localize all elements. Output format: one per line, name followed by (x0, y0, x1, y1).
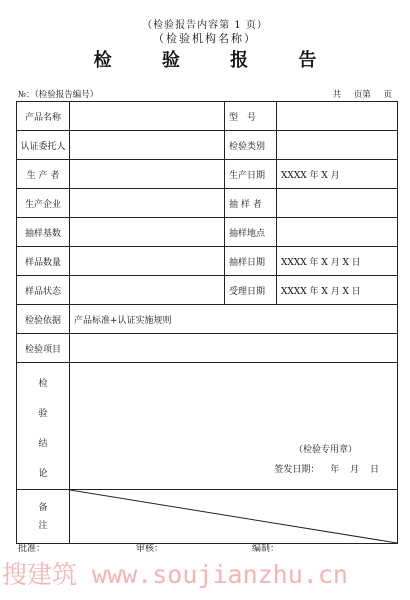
label-manufacturer: 生 产 者 (17, 160, 70, 189)
value-model (277, 102, 398, 131)
value-sampling-date: XXXX 年 X 月 X 日 (277, 247, 398, 276)
report-table (16, 101, 398, 544)
value-client (70, 131, 225, 160)
value-inspection-type (277, 131, 398, 160)
value-factory (70, 189, 225, 218)
conclusion-char: 验 (38, 409, 48, 419)
label-sampling-site: 抽样地点 (225, 218, 277, 247)
conclusion-char: 检 (38, 379, 48, 389)
label-sample-base: 抽样基数 (17, 218, 70, 247)
value-items (70, 334, 398, 363)
value-remarks (70, 490, 398, 544)
remarks-char: 备 (38, 502, 48, 513)
issue-date: 签发日期： 年 月 日 (274, 465, 379, 475)
table-row (17, 102, 398, 131)
conclusion-char: 论 (38, 469, 48, 479)
label-inspection-type: 检验类别 (225, 131, 277, 160)
value-sampler (277, 189, 398, 218)
table-row (17, 305, 398, 334)
value-manufacturer (70, 160, 225, 189)
label-sampler: 抽 样 者 (225, 189, 277, 218)
watermark: 搜建筑 www.soujianzhu.cn (2, 560, 348, 589)
remarks-row (17, 490, 398, 544)
label-items: 检验项目 (17, 334, 70, 363)
label-production-date: 生产日期 (225, 160, 277, 189)
conclusion-row (17, 363, 398, 490)
footer-review: 审核： (136, 544, 164, 554)
table-row (17, 276, 398, 305)
table-row (17, 131, 398, 160)
report-number: №：（检验报告编号） (18, 90, 99, 100)
table-row (17, 218, 398, 247)
label-remarks (17, 490, 70, 544)
value-sample-status (70, 276, 225, 305)
label-model: 型 号 (225, 102, 277, 131)
label-sample-status: 样品状态 (17, 276, 70, 305)
table-row (17, 247, 398, 276)
value-receipt-date: XXXX 年 X 月 X 日 (277, 276, 398, 305)
label-sampling-date: 抽样日期 (225, 247, 277, 276)
footer-compile: 编制： (252, 544, 280, 554)
label-sample-qty: 样品数量 (17, 247, 70, 276)
label-factory: 生产企业 (17, 189, 70, 218)
value-production-date: XXXX 年 X 月 (277, 160, 398, 189)
value-sample-base (70, 218, 225, 247)
page-count: 共 页第 页 (332, 90, 392, 100)
label-receipt-date: 受理日期 (225, 276, 277, 305)
institution-name: （检验机构名称） (153, 32, 257, 45)
value-basis: 产品标准+认证实施规则 (70, 305, 398, 334)
value-sampling-site (277, 218, 398, 247)
label-product-name: 产品名称 (17, 102, 70, 131)
conclusion-char: 结 (38, 439, 48, 449)
footer-approve: 批准： (18, 544, 46, 554)
remarks-char: 注 (38, 520, 48, 531)
value-conclusion (70, 363, 398, 490)
remarks-strike-line (70, 490, 397, 543)
table-row (17, 334, 398, 363)
value-product-name (70, 102, 225, 131)
label-conclusion (17, 363, 70, 490)
value-sample-qty (70, 247, 225, 276)
table-row (17, 160, 398, 189)
report-title: 检 验 报 告 (93, 50, 339, 71)
table-row (17, 189, 398, 218)
page-subtitle-page-number: （检验报告内容第 1 页） (142, 20, 268, 31)
inspection-stamp-text: （检验专用章） (293, 445, 357, 455)
label-basis: 检验依据 (17, 305, 70, 334)
label-client: 认证委托人 (17, 131, 70, 160)
